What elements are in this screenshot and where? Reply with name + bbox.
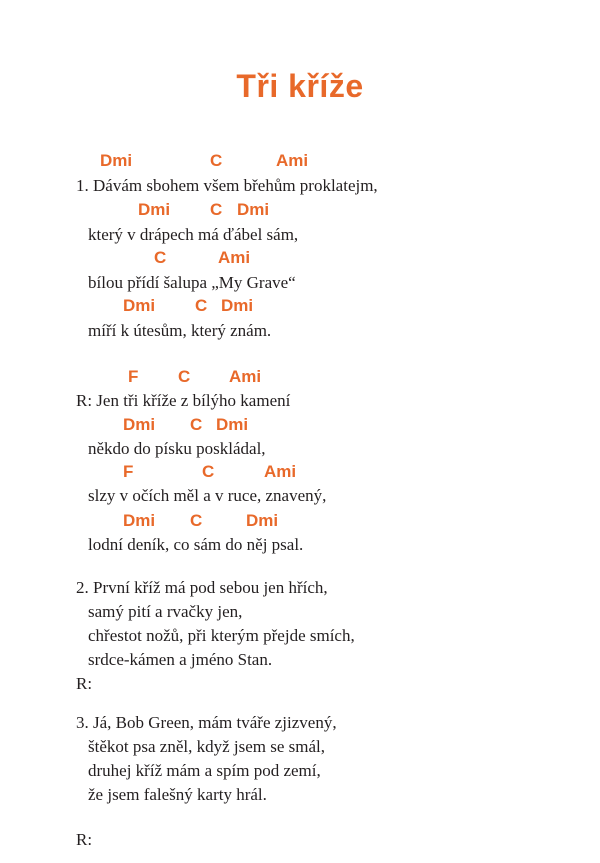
chord: C — [190, 415, 203, 434]
lyric-line: 1. Dávám sbohem všem břehům proklatejm, — [76, 176, 378, 195]
chord: C — [178, 367, 191, 386]
song-title: Tři kříže — [236, 68, 364, 104]
lyric-line: R: Jen tři kříže z bílýho kamení — [76, 391, 291, 410]
chord: Dmi — [123, 511, 156, 530]
chord: Ami — [264, 462, 297, 481]
chord: C — [202, 462, 215, 481]
lyric-line: bílou přídí šalupa „My Grave“ — [88, 273, 296, 292]
lyric-line: že jsem falešný karty hrál. — [88, 785, 267, 804]
lyric-line: slzy v očích měl a v ruce, znavený, — [88, 486, 327, 505]
chord: C — [190, 511, 203, 530]
chord: Dmi — [221, 296, 254, 315]
chord: F — [128, 367, 139, 386]
chord: Ami — [218, 248, 251, 267]
refrain-marker: R: — [76, 830, 93, 849]
refrain-marker: R: — [76, 674, 93, 693]
chord: F — [123, 462, 134, 481]
chord: Dmi — [216, 415, 249, 434]
chord: C — [210, 200, 223, 219]
chord: Ami — [229, 367, 262, 386]
chord: Dmi — [138, 200, 171, 219]
lyric-line: někdo do písku poskládal, — [88, 439, 266, 458]
chord: Dmi — [100, 151, 133, 170]
chord: Dmi — [246, 511, 279, 530]
lyric-line: lodní deník, co sám do něj psal. — [88, 535, 304, 554]
chord: C — [210, 151, 223, 170]
lyric-line: štěkot psa zněl, když jsem se smál, — [88, 737, 326, 756]
chord: C — [195, 296, 208, 315]
lyric-line: samý pití a rvačky jen, — [88, 602, 243, 621]
chord: Dmi — [237, 200, 270, 219]
chord: Dmi — [123, 415, 156, 434]
chord: Ami — [276, 151, 309, 170]
lyric-line: srdce-kámen a jméno Stan. — [88, 650, 273, 669]
lyric-line: který v drápech má ďábel sám, — [88, 225, 299, 244]
lyric-line: 3. Já, Bob Green, mám tváře zjizvený, — [76, 713, 337, 732]
lyric-line: druhej kříž mám a spím pod zemí, — [88, 761, 321, 780]
lyric-line: míří k útesům, který znám. — [88, 321, 272, 340]
chord: Dmi — [123, 296, 156, 315]
chord: C — [154, 248, 167, 267]
lyric-line: chřestot nožů, při kterým přejde smích, — [88, 626, 355, 645]
lyric-line: 2. První kříž má pod sebou jen hřích, — [76, 578, 328, 597]
